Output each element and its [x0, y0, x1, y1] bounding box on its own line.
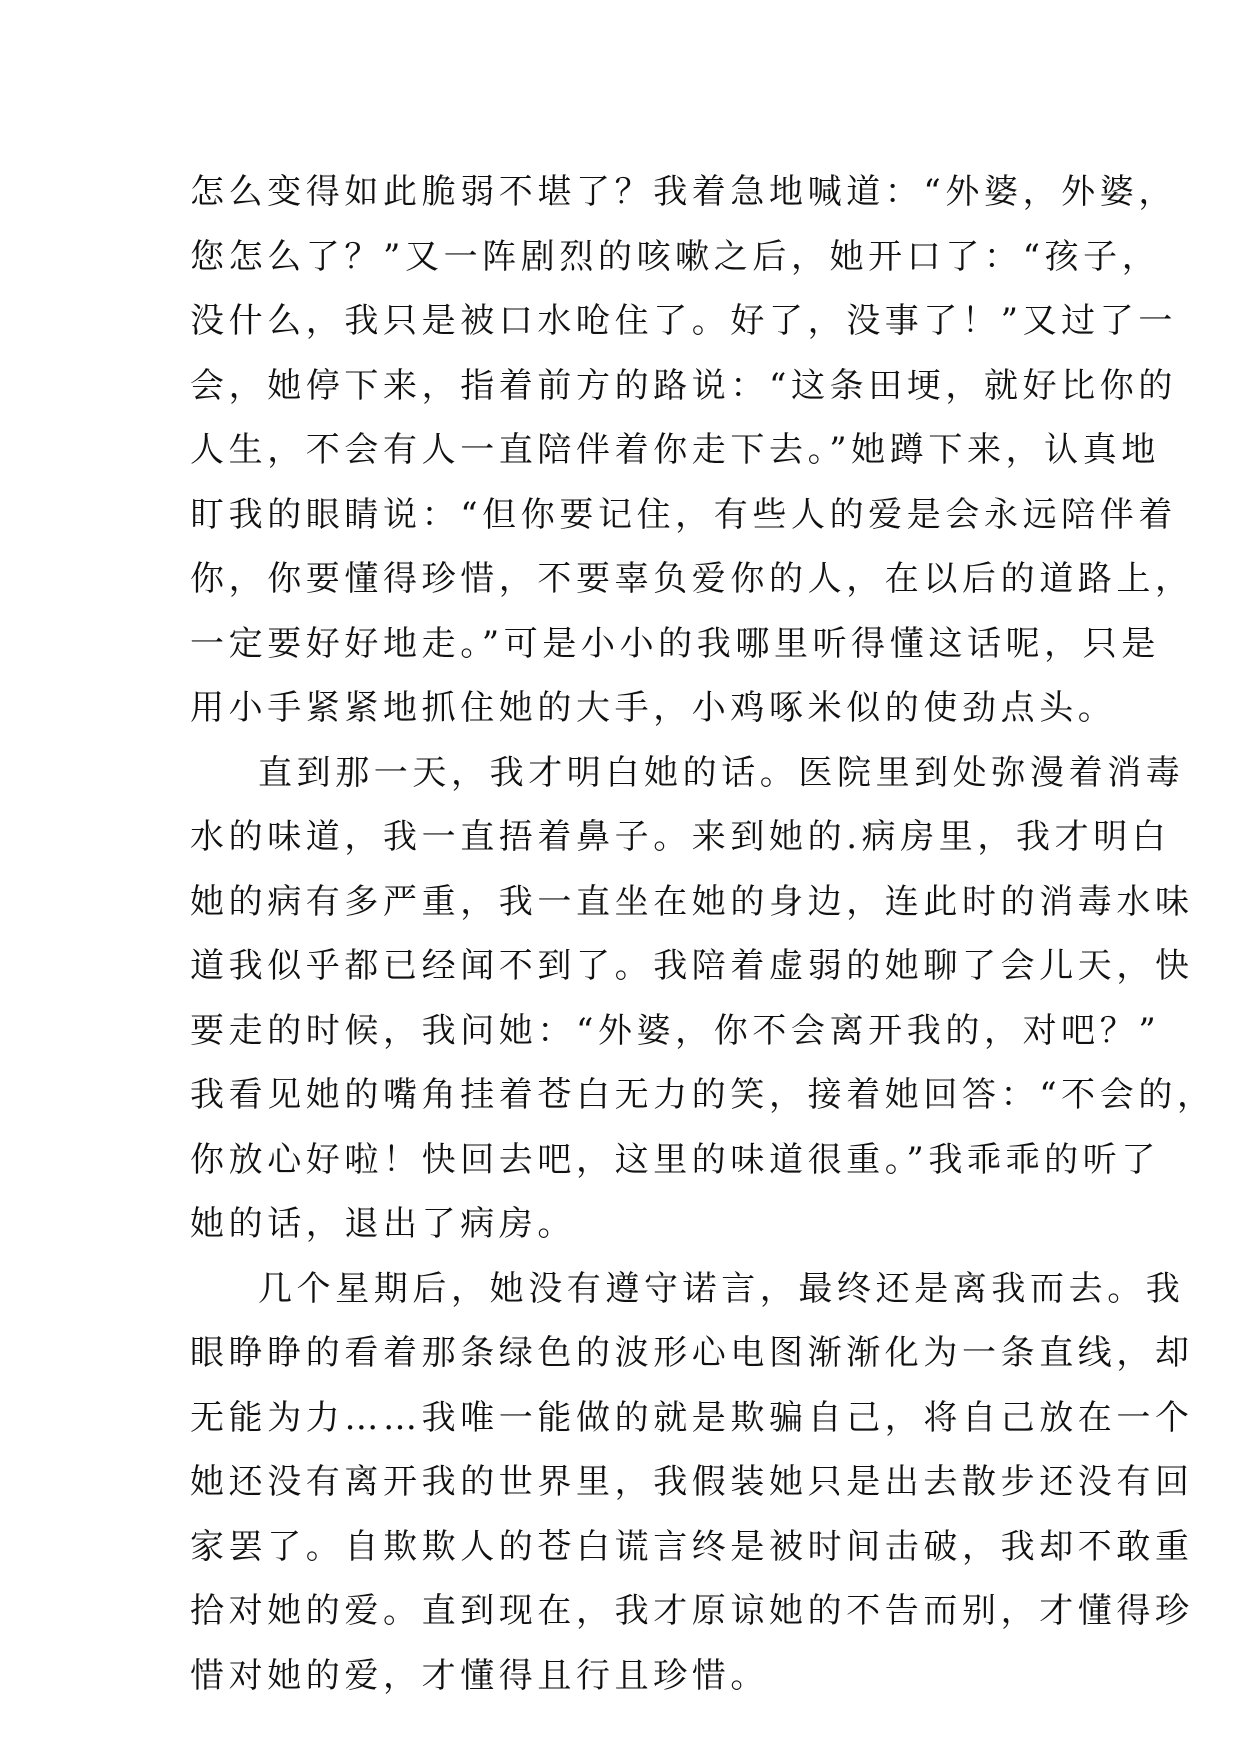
text-line: 无能为力……我唯一能做的就是欺骗自己，将自己放在一个 — [190, 1397, 1194, 1438]
text-line: 没什么，我只是被口水呛住了。好了，没事了！”又过了一 — [190, 301, 1177, 341]
paragraph-start-line: 直到那一天，我才明白她的话。医院里到处弥漫着消毒 — [258, 752, 1185, 793]
text-line: 她的话，退出了病房。 — [190, 1204, 576, 1244]
text-line: 人生，不会有人一直陪伴着你走下去。”她蹲下来，认真地 — [190, 430, 1160, 470]
text-line: 我看见她的嘴角挂着苍白无力的笑，接着她回答：“不会的， — [190, 1075, 1216, 1115]
text-line: 你，你要懂得珍惜，不要辜负爱你的人，在以后的道路上， — [190, 559, 1194, 599]
text-line: 她的病有多严重，我一直坐在她的身边，连此时的消毒水味 — [190, 881, 1194, 922]
text-line: 她还没有离开我的世界里，我假装她只是出去散步还没有回 — [190, 1462, 1194, 1502]
text-line: 拾对她的爱。直到现在，我才原谅她的不告而别，才懂得珍 — [190, 1591, 1194, 1631]
paragraph-start-line: 几个星期后，她没有遵守诺言，最终还是离我而去。我 — [258, 1268, 1185, 1309]
text-line: 会，她停下来，指着前方的路说：“这条田埂，就好比你的 — [190, 365, 1177, 406]
text-line: 你放心好啦！快回去吧，这里的味道很重。”我乖乖的听了 — [190, 1139, 1160, 1180]
text-line: 用小手紧紧地抓住她的大手，小鸡啄米似的使劲点头。 — [190, 688, 1117, 728]
text-line: 家罢了。自欺欺人的苍白谎言终是被时间击破，我却不敢重 — [190, 1526, 1194, 1567]
text-line: 水的味道，我一直捂着鼻子。来到她的.病房里，我才明白 — [190, 817, 1171, 857]
text-line: 您怎么了？”又一阵剧烈的咳嗽之后，她开口了：“孩子， — [190, 236, 1161, 277]
text-line: 一定要好好地走。”可是小小的我哪里听得懂这话呢，只是 — [190, 623, 1160, 664]
text-line: 盯我的眼睛说：“但你要记住，有些人的爱是会永远陪伴着 — [190, 494, 1177, 535]
text-line: 道我似乎都已经闻不到了。我陪着虚弱的她聊了会儿天，快 — [190, 946, 1194, 986]
text-line: 惜对她的爱，才懂得且行且珍惜。 — [190, 1655, 769, 1696]
body-text — [190, 160, 1216, 1708]
text-line: 要走的时候，我问她：“外婆，你不会离开我的，对吧？” — [190, 1010, 1161, 1051]
text-line: 眼睁睁的看着那条绿色的波形心电图渐渐化为一条直线，却 — [190, 1333, 1194, 1373]
text-line: 怎么变得如此脆弱不堪了？我着急地喊道：“外婆，外婆， — [190, 172, 1177, 212]
